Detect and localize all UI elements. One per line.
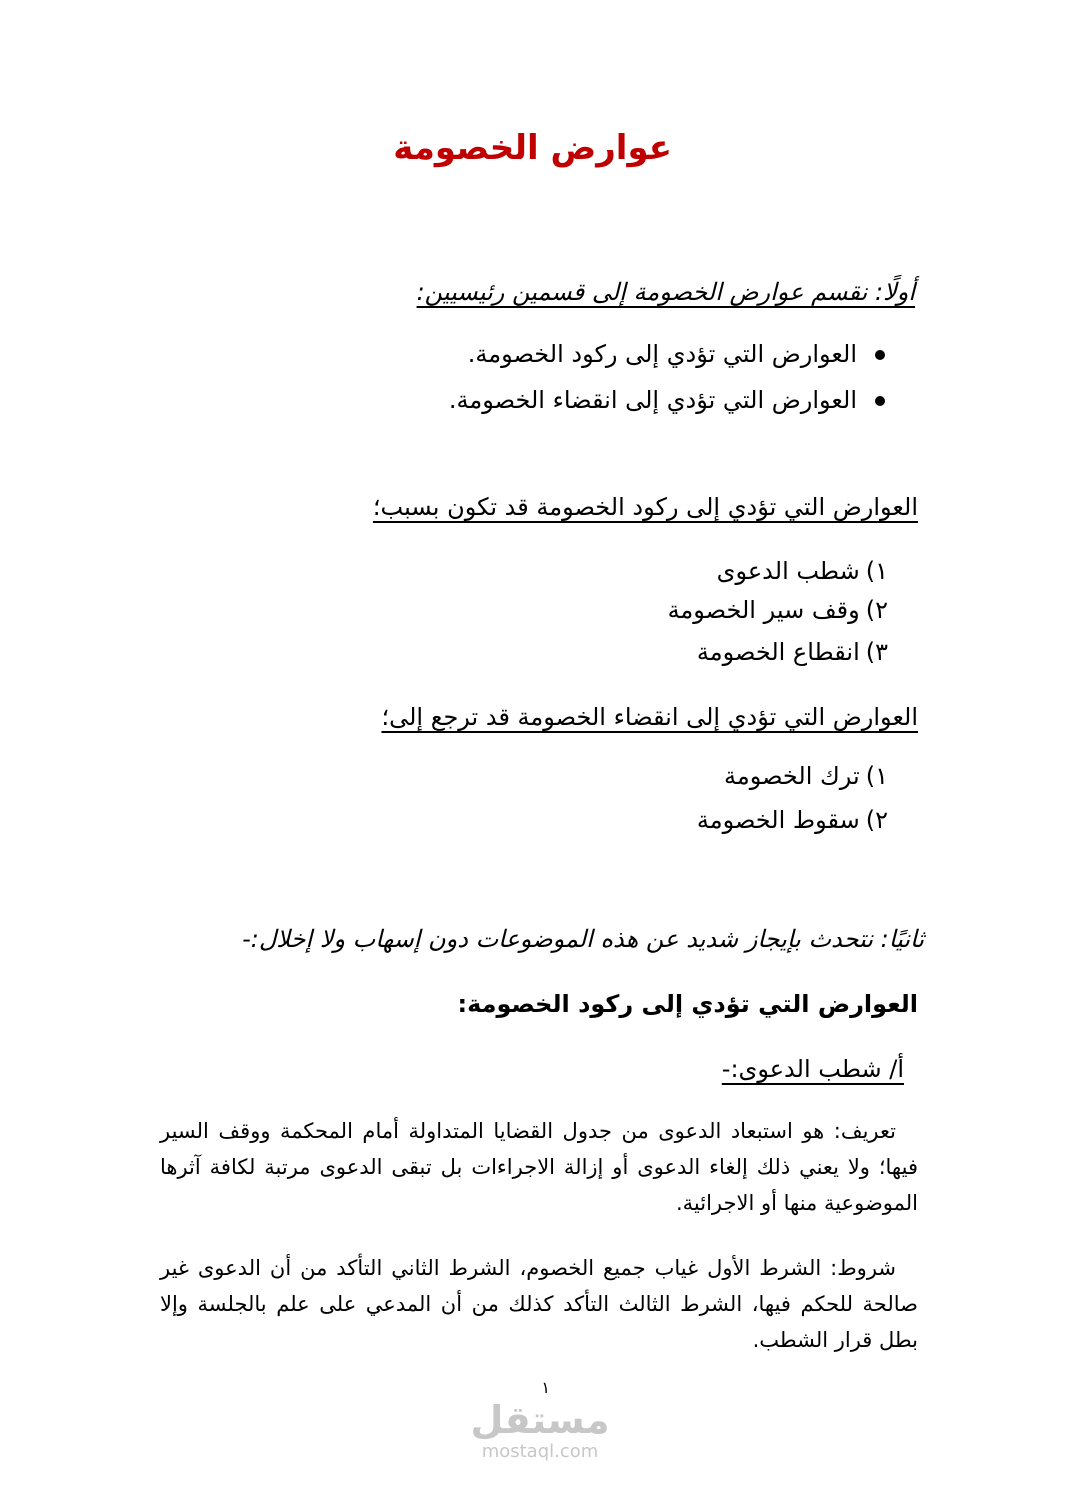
list-text: ترك الخصومة <box>723 762 860 790</box>
list-number: ٢) <box>865 596 888 624</box>
bullet-icon <box>875 396 885 406</box>
page-number: ١ <box>541 1378 550 1397</box>
list-number: ٣) <box>865 638 888 666</box>
conditions-paragraph: شروط: الشرط الأول غياب جميع الخصوم، الشرط الثاني التأكد من أن الدعوى غير صالحة للحكم فيها، الشرط الثالث التأكد كذلك من أن المدعي على علم بالجلسة وإلا بطل قرار الشطب. <box>160 1256 918 1352</box>
list-item <box>697 638 888 666</box>
list-item <box>717 557 888 585</box>
list-number: ١) <box>865 762 888 790</box>
bullet-item <box>449 386 885 414</box>
list-item <box>724 762 888 790</box>
list-number: ١) <box>865 557 888 585</box>
definition-paragraph: تعريف: هو استبعاد الدعوى من جدول القضايا المتداولة أمام المحكمة ووقف السير فيها؛ ولا يعني ذلك إلغاء الدعوى أو إزالة الاجراءات بل تبقى الدعوى مرتبة لكافة آثرها الموضوعية منها أو الاجرائية. <box>160 1119 918 1215</box>
bullet-icon <box>875 350 885 360</box>
second-heading: ثانيًا: نتحدث بإيجاز شديد عن هذه الموضوعات دون إسهاب ولا إخلال:- <box>242 925 924 953</box>
sub-heading: أ/ شطب الدعوى:- <box>721 1055 904 1083</box>
bullet-text: العوارض التي تؤدي إلى ركود الخصومة. <box>467 340 857 368</box>
bullet-text: العوارض التي تؤدي إلى انقضاء الخصومة. <box>448 386 857 414</box>
stagnation-heading: العوارض التي تؤدي إلى ركود الخصومة قد تكون بسبب؛ <box>372 493 918 521</box>
document-title: عوارض الخصومة <box>393 128 672 168</box>
termination-heading: العوارض التي تؤدي إلى انقضاء الخصومة قد ترجع إلى؛ <box>381 703 918 731</box>
watermark-url: mostaql.com <box>481 1441 599 1462</box>
list-number: ٢) <box>865 806 888 834</box>
list-item <box>668 596 888 624</box>
list-text: وقف سير الخصومة <box>667 596 860 624</box>
watermark <box>470 1398 610 1462</box>
list-text: سقوط الخصومة <box>696 806 860 834</box>
list-item <box>697 806 888 834</box>
list-text: شطب الدعوى <box>716 557 860 585</box>
watermark-logo: مستقل <box>470 1398 610 1442</box>
intro-heading: أولًا: نقسم عوارض الخصومة إلى قسمين رئيسيين: <box>416 278 915 306</box>
section-heading: العوارض التي تؤدي إلى ركود الخصومة: <box>457 990 918 1018</box>
bullet-item <box>468 340 885 368</box>
list-text: انقطاع الخصومة <box>696 638 860 666</box>
